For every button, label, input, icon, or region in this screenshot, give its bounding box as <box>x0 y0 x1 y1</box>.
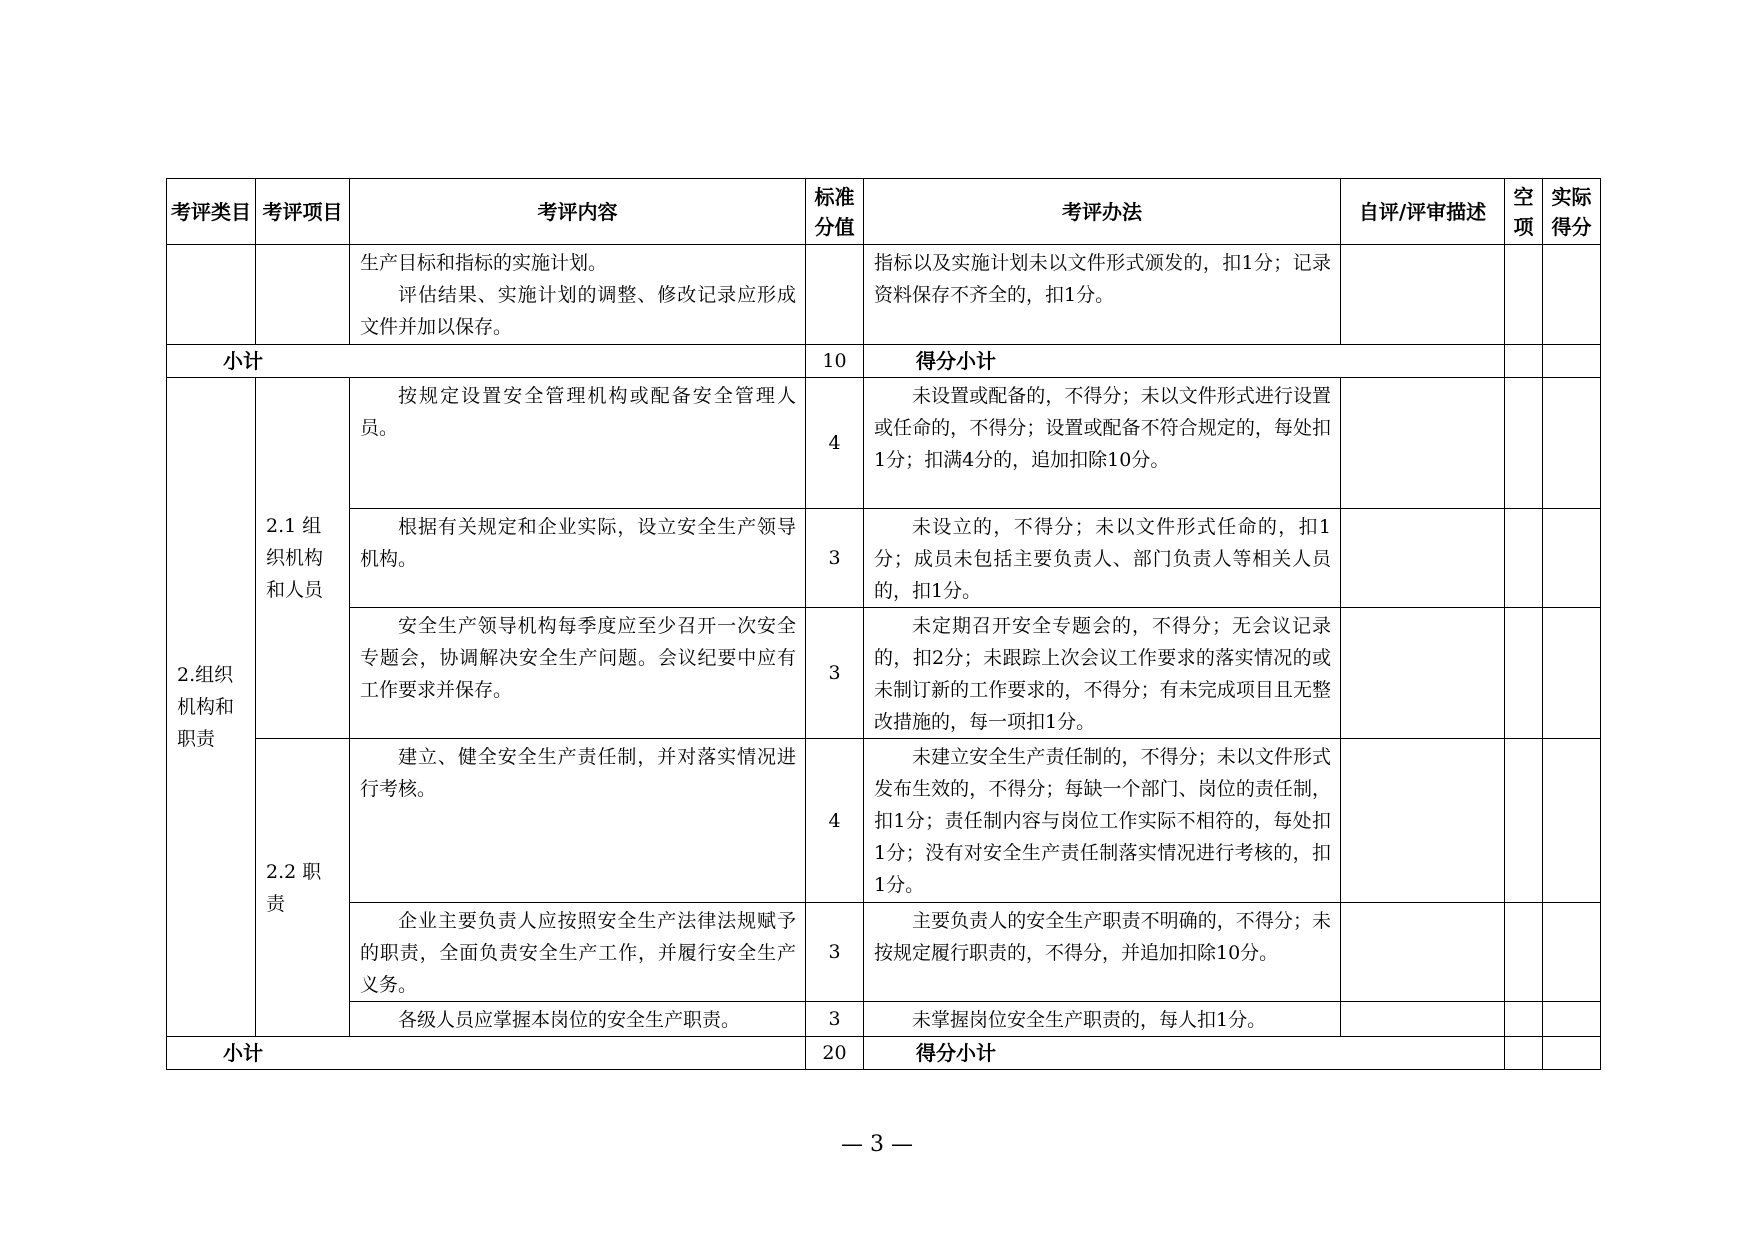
method-cell <box>864 509 1341 608</box>
method-cell <box>864 245 1341 345</box>
score-cell: 3 <box>806 1002 864 1037</box>
actual-score-cell <box>1543 608 1601 739</box>
table-row <box>167 245 1601 345</box>
evaluation-table <box>166 178 1601 1070</box>
empty-item-cell <box>1505 509 1543 608</box>
actual-score-cell <box>1543 903 1601 1002</box>
header-method: 考评办法 <box>864 179 1341 245</box>
empty-item-cell <box>1505 1002 1543 1037</box>
method-cell <box>864 608 1341 739</box>
empty-item-cell <box>1505 378 1543 509</box>
self-eval-cell <box>1341 1002 1505 1037</box>
subtotal-score: 10 <box>806 345 864 378</box>
content-text: 根据有关规定和企业实际，设立安全生产领导机构。 <box>360 516 796 570</box>
actual-score-cell <box>1543 739 1601 903</box>
page-number: — 3 — <box>841 1132 913 1157</box>
header-category: 考评类目 <box>167 179 256 245</box>
item-cell <box>256 739 350 1037</box>
header-empty-item: 空项 <box>1505 179 1543 245</box>
subtotal-method: 得分小计 <box>864 1037 1505 1070</box>
content-cell <box>350 1002 806 1037</box>
empty-item-cell <box>1505 608 1543 739</box>
actual-score-cell <box>1543 1002 1601 1037</box>
subtotal-row <box>167 1037 1601 1070</box>
content-cell <box>350 608 806 739</box>
subtotal-row <box>167 345 1601 378</box>
empty-item-cell <box>1505 345 1543 378</box>
empty-item-cell <box>1505 245 1543 345</box>
actual-score-cell <box>1543 509 1601 608</box>
content-cell <box>350 509 806 608</box>
subtotal-label: 小计 <box>167 345 806 378</box>
content-text: 建立、健全安全生产责任制，并对落实情况进行考核。 <box>360 746 796 800</box>
subtotal-score: 20 <box>806 1037 864 1070</box>
content-cell <box>350 245 806 345</box>
content-text: 评估结果、实施计划的调整、修改记录应形成文件并加以保存。 <box>360 284 796 338</box>
item-text: 2.2 职责 <box>266 860 322 915</box>
item-cell <box>256 378 350 739</box>
score-cell: 4 <box>806 739 864 903</box>
content-text: 各级人员应掌握本岗位的安全生产职责。 <box>398 1009 741 1031</box>
score-cell: 4 <box>806 378 864 509</box>
method-text: 主要负责人的安全生产职责不明确的，不得分；未按规定履行职责的，不得分，并追加扣除10分。 <box>874 910 1331 964</box>
method-cell <box>864 903 1341 1002</box>
actual-score-cell <box>1543 1037 1601 1070</box>
header-content: 考评内容 <box>350 179 806 245</box>
method-text: 指标以及实施计划未以文件形式颁发的，扣1分；记录资料保存不齐全的，扣1分。 <box>874 252 1331 306</box>
score-cell: 3 <box>806 509 864 608</box>
category-cell <box>167 378 256 1037</box>
content-cell <box>350 378 806 509</box>
header-item: 考评项目 <box>256 179 350 245</box>
method-text: 未定期召开安全专题会的，不得分；无会议记录的，扣2分；未跟踪上次会议工作要求的落实情况的或未制订新的工作要求的，不得分；有未完成项目且无整改措施的，每一项扣1分。 <box>874 615 1331 733</box>
table-row <box>167 739 1601 903</box>
empty-item-cell <box>1505 739 1543 903</box>
actual-score-cell <box>1543 378 1601 509</box>
subtotal-label: 小计 <box>167 1037 806 1070</box>
table-row <box>167 378 1601 509</box>
header-self-eval: 自评/评审描述 <box>1341 179 1505 245</box>
item-text: 2.1 组织机构和人员 <box>266 515 324 601</box>
self-eval-cell <box>1341 378 1505 509</box>
method-cell <box>864 739 1341 903</box>
subtotal-method: 得分小计 <box>864 345 1505 378</box>
empty-item-cell <box>1505 1037 1543 1070</box>
category-text: 2.组织机构和职责 <box>177 664 235 750</box>
method-text: 未建立安全生产责任制的，不得分；未以文件形式发布生效的，不得分；每缺一个部门、岗位的责任制，扣1分；责任制内容与岗位工作实际不相符的，每处扣1分；没有对安全生产责任制落实情况进行考核的，扣1分。 <box>874 746 1331 896</box>
empty-item-cell <box>1505 903 1543 1002</box>
content-cell <box>350 903 806 1002</box>
self-eval-cell <box>1341 245 1505 345</box>
table-row <box>167 509 1601 608</box>
header-actual-score: 实际得分 <box>1543 179 1601 245</box>
category-cell <box>167 245 256 345</box>
method-cell <box>864 1002 1341 1037</box>
table-row <box>167 903 1601 1002</box>
table-row <box>167 608 1601 739</box>
content-cell <box>350 739 806 903</box>
self-eval-cell <box>1341 739 1505 903</box>
table-row <box>167 1002 1601 1037</box>
method-text: 未掌握岗位安全生产职责的，每人扣1分。 <box>912 1009 1267 1031</box>
content-text: 生产目标和指标的实施计划。 <box>360 252 608 274</box>
content-text: 企业主要负责人应按照安全生产法律法规赋予的职责，全面负责安全生产工作，并履行安全生产义务。 <box>360 910 796 996</box>
method-text: 未设立的，不得分；未以文件形式任命的，扣1分；成员未包括主要负责人、部门负责人等相关人员的，扣1分。 <box>874 516 1331 602</box>
self-eval-cell <box>1341 509 1505 608</box>
self-eval-cell <box>1341 903 1505 1002</box>
method-text: 未设置或配备的，不得分；未以文件形式进行设置或任命的，不得分；设置或配备不符合规定的，每处扣1分；扣满4分的，追加扣除10分。 <box>874 385 1331 471</box>
content-text: 安全生产领导机构每季度应至少召开一次安全专题会，协调解决安全生产问题。会议纪要中应有工作要求并保存。 <box>360 615 796 701</box>
actual-score-cell <box>1543 345 1601 378</box>
score-cell <box>806 245 864 345</box>
header-standard-score: 标准分值 <box>806 179 864 245</box>
content-text: 按规定设置安全管理机构或配备安全管理人员。 <box>360 385 796 439</box>
actual-score-cell <box>1543 245 1601 345</box>
self-eval-cell <box>1341 608 1505 739</box>
method-cell <box>864 378 1341 509</box>
score-cell: 3 <box>806 903 864 1002</box>
score-cell: 3 <box>806 608 864 739</box>
item-cell <box>256 245 350 345</box>
header-row <box>167 179 1601 245</box>
